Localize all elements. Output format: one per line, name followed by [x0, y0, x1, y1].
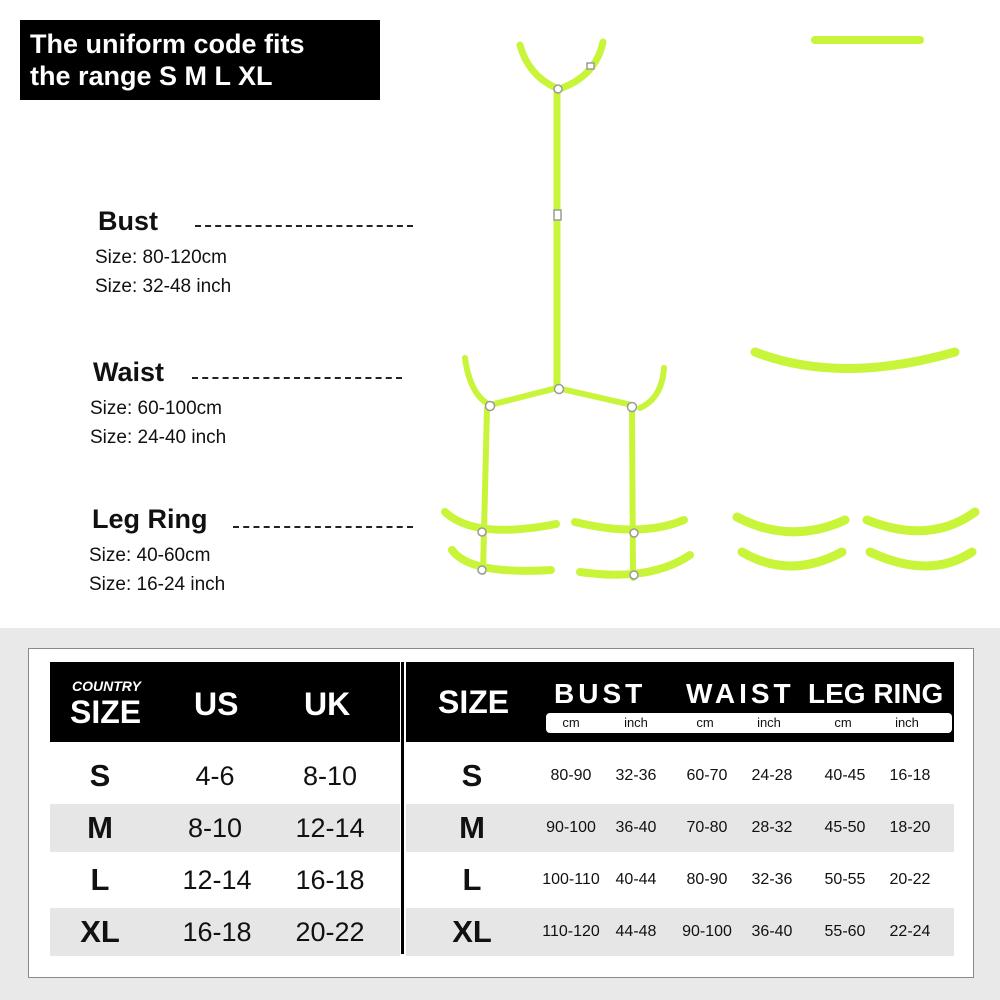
leg-ring-column-header: LEG RING — [808, 678, 944, 709]
bust-heading: Bust — [98, 206, 158, 236]
size-column-header: SIZE — [438, 684, 510, 720]
waist-cm-cell: 80-90 — [686, 871, 728, 888]
table-row — [406, 804, 954, 852]
uk-cell: 20-22 — [295, 917, 365, 947]
leg-inch-cell: 22-24 — [889, 923, 931, 940]
size-cell: XL — [80, 914, 120, 949]
uk-cell: 16-18 — [295, 865, 365, 895]
waist-size-cm: Size: 60-100cm — [90, 398, 223, 419]
bust-cm-cell: 80-90 — [550, 767, 592, 784]
bust-inch-label: inch — [624, 715, 648, 730]
bust-inch-cell: 44-48 — [615, 923, 657, 940]
size-cell: M — [459, 810, 485, 845]
bust-inch-cell: 36-40 — [615, 819, 657, 836]
waist-cm-label: cm — [696, 715, 714, 730]
us-column-header: US — [194, 686, 239, 722]
leg-inch-cell: 20-22 — [889, 871, 931, 888]
us-cell: 4-6 — [195, 761, 235, 791]
bust-size-cm: Size: 80-120cm — [95, 247, 228, 268]
bust-cm-cell: 100-110 — [542, 871, 600, 888]
banner-line-2: the range S M L XL — [30, 61, 273, 91]
leg-ring-dash-line — [233, 526, 413, 528]
table-row — [406, 856, 954, 904]
leg-cm-cell: 55-60 — [824, 923, 866, 940]
leg-ring-size-cm: Size: 40-60cm — [89, 545, 211, 566]
leg-cm-cell: 40-45 — [824, 767, 866, 784]
table-row — [50, 804, 400, 852]
waist-inch-label: inch — [757, 715, 781, 730]
country-size-header — [50, 662, 400, 742]
waist-inch-cell: 28-32 — [751, 819, 793, 836]
us-cell: 8-10 — [187, 813, 243, 843]
waist-inch-cell: 36-40 — [751, 923, 793, 940]
bust-inch-cell: 40-44 — [615, 871, 657, 888]
uk-cell: 8-10 — [302, 761, 358, 791]
table-row — [50, 908, 400, 956]
bust-dash-line — [195, 225, 413, 227]
country-label: COUNTRY — [72, 678, 141, 694]
table-row — [406, 908, 954, 956]
waist-inch-cell: 24-28 — [751, 767, 793, 784]
size-label: SIZE — [70, 694, 142, 730]
waist-cm-cell: 70-80 — [686, 819, 728, 836]
waist-dash-line — [192, 377, 402, 379]
leg-ring-measurement — [89, 503, 225, 599]
size-cell: S — [461, 758, 483, 793]
bust-cm-cell: 90-100 — [546, 819, 596, 836]
leg-cm-cell: 45-50 — [824, 819, 866, 836]
bust-inch-cell: 32-36 — [615, 767, 657, 784]
waist-heading: Waist — [93, 357, 165, 387]
size-cell: M — [87, 810, 113, 845]
leg-cm-cell: 50-55 — [824, 871, 866, 888]
uk-column-header: UK — [304, 686, 351, 722]
waist-measurement — [90, 356, 226, 452]
bust-size-inch: Size: 32-48 inch — [95, 276, 232, 297]
size-cell: S — [89, 758, 111, 793]
leg-inch-cell: 18-20 — [889, 819, 931, 836]
bust-cm-label: cm — [562, 715, 580, 730]
size-cell: L — [462, 862, 482, 897]
title-banner — [20, 20, 380, 100]
us-cell: 12-14 — [182, 865, 252, 895]
table-row — [50, 856, 400, 904]
leg-ring-heading: Leg Ring — [92, 504, 208, 534]
table-row — [406, 752, 954, 800]
waist-cm-cell: 60-70 — [686, 767, 728, 784]
table-row — [50, 752, 400, 800]
waist-size-inch: Size: 24-40 inch — [90, 427, 227, 448]
banner-line-1: The uniform code fits — [30, 29, 305, 59]
leg-cm-label: cm — [834, 715, 852, 730]
us-cell: 16-18 — [182, 917, 252, 947]
leg-ring-size-inch: Size: 16-24 inch — [89, 574, 226, 595]
bust-column-header: BUST — [554, 678, 647, 709]
size-cell: XL — [452, 914, 492, 949]
leg-inch-label: inch — [895, 715, 919, 730]
uk-cell: 12-14 — [295, 813, 365, 843]
table-divider — [401, 662, 404, 954]
bust-cm-cell: 110-120 — [542, 923, 600, 940]
waist-column-header: WAIST — [686, 678, 795, 709]
size-cell: L — [90, 862, 110, 897]
bust-measurement — [95, 205, 231, 301]
waist-cm-cell: 90-100 — [682, 923, 732, 940]
leg-inch-cell: 16-18 — [889, 767, 931, 784]
waist-inch-cell: 32-36 — [751, 871, 793, 888]
